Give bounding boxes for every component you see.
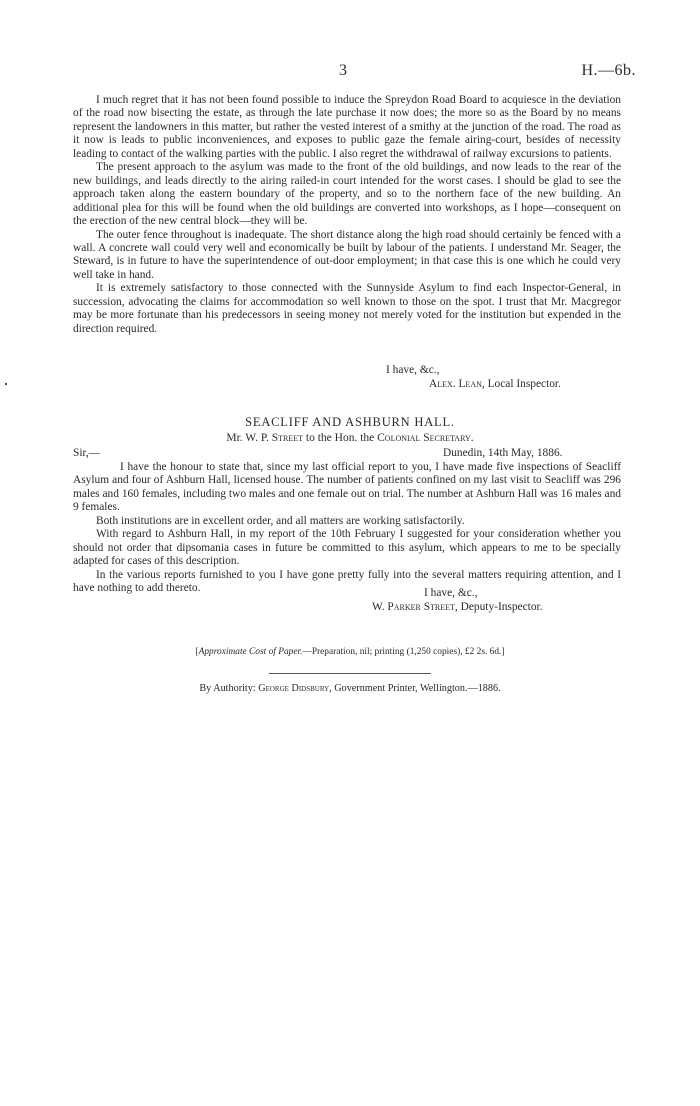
paragraph: I have the honour to state that, since my last official report to you, I have made five inspections of Seacliff Asylum and four of Ashburn Hall, licensed house. The number of patients confined on my last visit to Seacliff was 296 males and 160 females, including two males and one female out on trial. The number at Ashburn Hall was 16 males and 9 females. — [73, 461, 621, 514]
cost-note: [Approximate Cost of Paper.—Preparation, nil; printing (1,250 copies), £2 2s. 6d.] — [195, 647, 505, 657]
street-report-body — [73, 461, 621, 596]
subtitle-end: . — [470, 432, 474, 444]
subtitle-from-name: Street — [271, 432, 304, 444]
subtitle-to: Colonial Secretary — [377, 432, 471, 444]
dateline: Dunedin, 14th May, 1886. — [443, 447, 563, 459]
cost-label: Approximate Cost of Paper. — [198, 647, 303, 657]
paragraph: In the various reports furnished to you I have gone pretty fully into the several matters requiring attention, and I have nothing to add thereto. — [73, 568, 621, 595]
paragraph: The present approach to the asylum was made to the front of the old buildings, and now leads to the rear of the new buildings, and leads directly to the airing railed-in court intended for the worst cases. I should be glad to see the approach taken along the eastern boundary of the property, and so to the northern face of the new building. An additional plea for this will be found when the old buildings are converted into workshops, as I hope—consequent on the erection of the new central block—they will be. — [73, 161, 621, 228]
street-signature — [372, 601, 543, 613]
lean-report-body — [73, 94, 621, 336]
lean-closing: I have, &c., — [386, 364, 440, 376]
page-header — [0, 62, 700, 82]
signature-name: Alex. Lean — [429, 378, 482, 390]
printer-imprint — [0, 683, 700, 694]
authority-prefix: By Authority: — [199, 683, 259, 694]
lean-signature — [429, 378, 561, 390]
printer-name: George Didsbury — [258, 683, 330, 694]
divider-rule — [269, 673, 431, 674]
paragraph: The outer fence throughout is inadequate. The short distance along the high road should certainly be fenced with a wall. A concrete wall could very well and economically be built by labour of the patients. I understand Mr. Seager, the Steward, is in future to have the superintendence of out-door employment; in that case this is one which he could very well take in hand. — [73, 228, 621, 281]
paragraph: Both institutions are in excellent order, and all matters are working satisfactorily. — [96, 514, 465, 527]
section-subtitle — [0, 432, 700, 444]
section-title: SEACLIFF AND ASHBURN HALL. — [245, 415, 455, 429]
page-number: 3 — [339, 62, 347, 79]
subtitle-from: Mr. W. P. — [226, 432, 272, 444]
street-closing: I have, &c., — [424, 587, 478, 599]
printer-suffix: , Government Printer, Wellington.—1886. — [329, 683, 501, 694]
signature-name: Parker Street — [387, 601, 455, 613]
margin-mark — [5, 383, 7, 385]
signature-title: , Local Inspector. — [481, 378, 561, 390]
subtitle-mid: to the Hon. the — [303, 432, 378, 444]
paragraph: With regard to Ashburn Hall, in my report of the 10th February I suggested for your consideration whether you should not order that dipsomania cases in future be committed to this asylum, which appears to me to be specially adapted for cases of this description. — [73, 528, 621, 568]
document-reference: H.—6b. — [581, 62, 636, 79]
cost-text: —Preparation, nil; printing (1,250 copies), £2 2s. 6d. — [302, 647, 502, 657]
paragraph: It is extremely satisfactory to those connected with the Sunnyside Asylum to find each Inspector-General, in succession, advocating the claims for accommodation so well known to those on the spot. I trust that Mr. Macgregor may be more fortunate than his predecessors in seeing money not merely voted for the institution but expended in the direction required. — [73, 282, 621, 335]
signature-initial: W. — [372, 601, 388, 613]
salutation: Sir,— — [73, 447, 101, 459]
paragraph: I much regret that it has not been found possible to induce the Spreydon Road Board to acquiesce in the deviation of the road now bisecting the estate, as through the late purchase it now does; the more so as the Board by no means represent the landowners in this matter, but rather the vested interest of a smithy at the junction of the road. The road as it now is leads to public inconveniences, and exposes to public gaze the female airing-court, besides of necessity leading to contact of the walking parties with the public. I also regret the withdrawal of railway excursions to patients. — [73, 94, 621, 160]
signature-title: , Deputy-Inspector. — [454, 601, 543, 613]
